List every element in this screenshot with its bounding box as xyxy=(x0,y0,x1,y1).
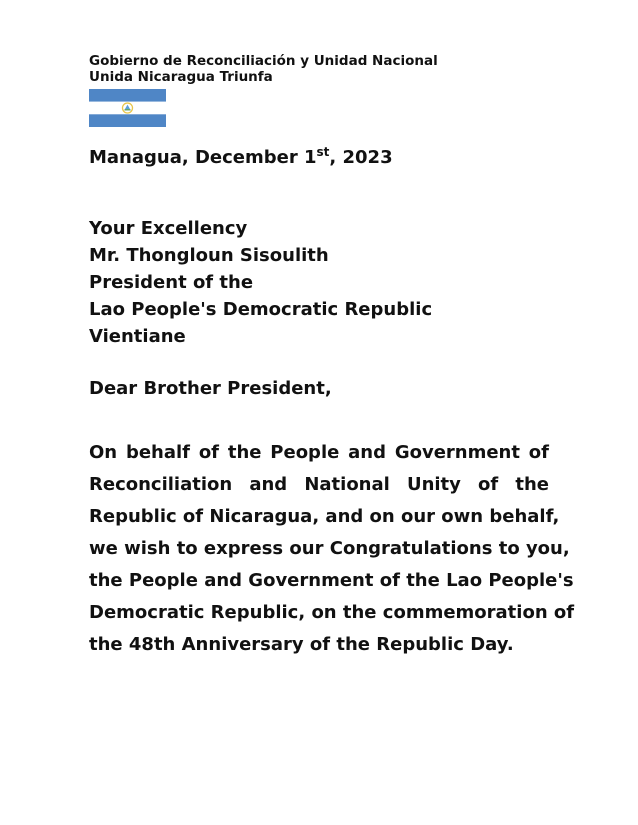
recipient-line: President of the xyxy=(89,272,254,293)
body-line: Democratic Republic, on the commemoration of xyxy=(89,602,575,623)
letterhead-government: Gobierno de Reconciliación y Unidad Nacional xyxy=(89,53,438,69)
letter-body xyxy=(89,437,575,661)
date-prefix: Managua, December 1 xyxy=(89,147,317,168)
letter-date xyxy=(89,146,393,170)
body-line: Republic of Nicaragua, and on our own behalf, xyxy=(89,506,560,527)
body-line: the People and Government of the Lao People's xyxy=(89,570,574,591)
recipient-address xyxy=(89,215,432,350)
salutation: Dear Brother President, xyxy=(89,378,332,399)
body-line: Reconciliation and National Unity of the xyxy=(89,474,549,495)
date-suffix: , 2023 xyxy=(329,147,393,168)
date-ordinal: st xyxy=(316,145,330,159)
recipient-line: Your Excellency xyxy=(89,218,248,239)
body-line: we wish to express our Congratulations to you, xyxy=(89,538,570,559)
recipient-line: Lao People's Democratic Republic xyxy=(89,299,433,320)
body-line: the 48th Anniversary of the Republic Day. xyxy=(89,634,514,655)
letterhead-slogan: Unida Nicaragua Triunfa xyxy=(89,69,273,85)
body-line: On behalf of the People and Government of xyxy=(89,442,549,463)
nicaragua-flag-icon xyxy=(89,89,166,127)
recipient-line: Vientiane xyxy=(89,326,186,347)
recipient-line: Mr. Thongloun Sisoulith xyxy=(89,245,329,266)
